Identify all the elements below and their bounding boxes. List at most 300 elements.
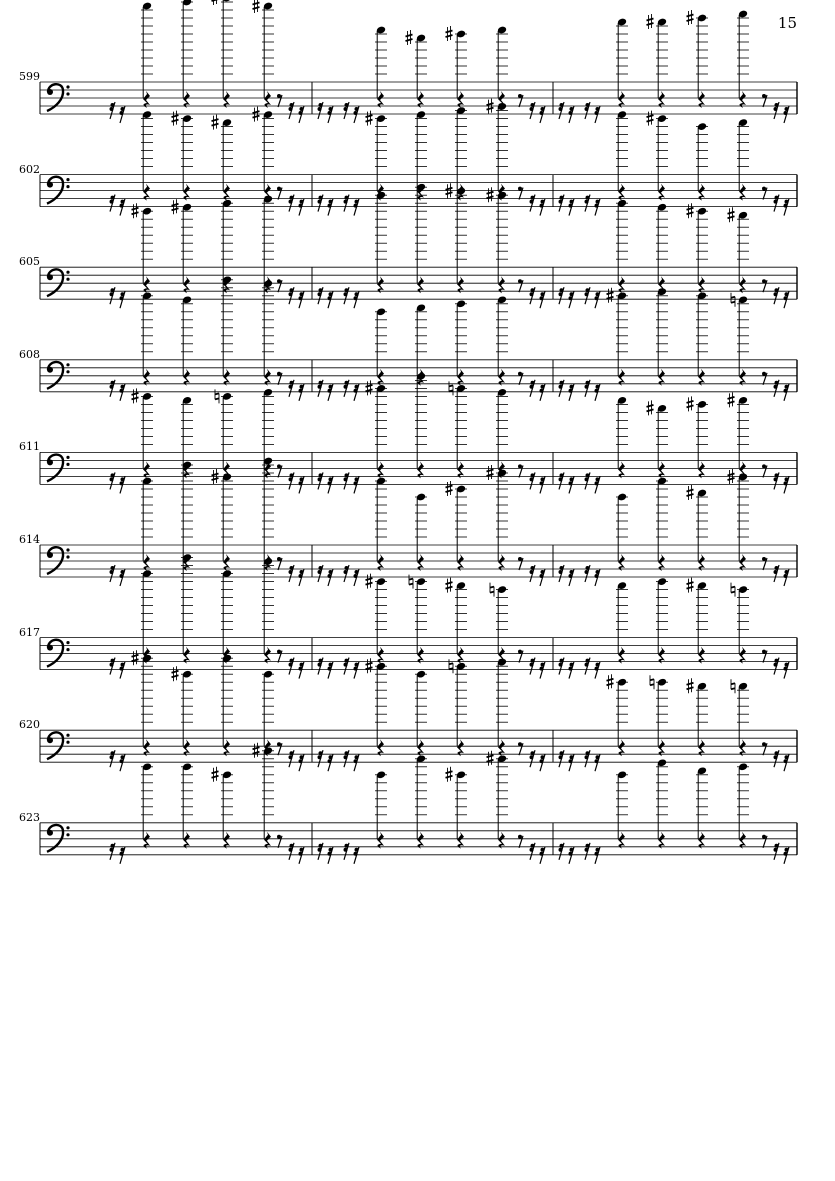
note bbox=[616, 396, 628, 478]
sharp-bar bbox=[406, 39, 413, 41]
bass-clef-icon bbox=[47, 547, 70, 574]
sharp-sign bbox=[487, 751, 494, 766]
rest-dot bbox=[345, 473, 349, 477]
natural-bar bbox=[449, 385, 453, 386]
rest-dot bbox=[540, 481, 544, 485]
note bbox=[496, 658, 508, 756]
measure bbox=[318, 99, 554, 216]
rest-dot bbox=[596, 663, 600, 667]
staff-system bbox=[40, 99, 797, 216]
note bbox=[687, 578, 709, 664]
measure bbox=[110, 107, 313, 216]
sixteenth-rest bbox=[318, 750, 324, 767]
sixteenth-rest bbox=[344, 380, 350, 397]
note bbox=[650, 675, 668, 756]
rest-dot bbox=[570, 755, 574, 759]
rest-dot bbox=[775, 288, 779, 292]
sixteenth-rest bbox=[328, 199, 334, 216]
measure bbox=[110, 457, 313, 586]
natural-sign bbox=[731, 293, 735, 307]
quarter-rest bbox=[377, 832, 384, 849]
sixteenth-rest bbox=[595, 199, 601, 216]
sixteenth-rest bbox=[120, 847, 126, 864]
sharp-bar bbox=[446, 490, 453, 492]
staff-system bbox=[40, 743, 797, 864]
rest-dot bbox=[585, 385, 589, 389]
clef-dot bbox=[66, 271, 69, 274]
sixteenth-rest bbox=[299, 291, 305, 308]
rest-dot bbox=[518, 94, 522, 98]
rest-dot bbox=[762, 557, 766, 561]
sixteenth-rest bbox=[784, 384, 790, 401]
clef-dot bbox=[66, 278, 69, 281]
sixteenth-rest bbox=[784, 106, 790, 123]
rest-dot bbox=[774, 663, 778, 667]
quarter-rest bbox=[223, 369, 230, 386]
sharp-bar bbox=[366, 385, 373, 387]
quarter-rest bbox=[739, 369, 746, 386]
rest-dot bbox=[354, 111, 358, 115]
clef-dot bbox=[66, 648, 69, 651]
quarter-rest bbox=[457, 739, 464, 756]
quarter-rest bbox=[457, 369, 464, 386]
measure bbox=[110, 388, 313, 493]
rest-dot bbox=[299, 574, 303, 578]
note bbox=[415, 670, 427, 756]
quarter-rest bbox=[377, 461, 384, 478]
quarter-rest bbox=[223, 554, 230, 571]
rest-dot bbox=[569, 296, 573, 300]
quarter-rest bbox=[658, 647, 665, 664]
note bbox=[446, 26, 468, 108]
sharp-sign bbox=[607, 674, 614, 689]
rest-dot bbox=[121, 755, 125, 759]
sixteenth-rest bbox=[540, 476, 546, 493]
clef-curve bbox=[47, 825, 63, 852]
natural-bar bbox=[490, 587, 494, 588]
note bbox=[172, 666, 194, 756]
measure bbox=[318, 574, 554, 679]
note bbox=[141, 2, 153, 108]
quarter-rest bbox=[498, 276, 505, 293]
eighth-rest bbox=[277, 464, 282, 477]
quarter-rest bbox=[417, 647, 424, 664]
clef-dot bbox=[66, 833, 69, 836]
rest-dot bbox=[541, 292, 545, 296]
rest-dot bbox=[569, 852, 573, 856]
sixteenth-rest bbox=[328, 106, 334, 123]
rest-dot bbox=[290, 103, 294, 107]
sixteenth-rest bbox=[569, 662, 575, 679]
natural-bar bbox=[215, 393, 219, 394]
rest-dot bbox=[328, 111, 332, 115]
rest-dot bbox=[585, 755, 589, 759]
rest-dot bbox=[121, 848, 125, 852]
rest-dot bbox=[300, 663, 304, 667]
quarter-rest bbox=[377, 369, 384, 386]
sharp-sign bbox=[172, 111, 179, 126]
quarter-rest bbox=[377, 554, 384, 571]
rest-dot bbox=[530, 477, 534, 481]
sixteenth-rest bbox=[318, 658, 324, 675]
note bbox=[616, 199, 628, 293]
eighth-rest bbox=[518, 464, 523, 477]
rest-dot bbox=[530, 200, 534, 204]
sixteenth-rest bbox=[110, 287, 116, 304]
rest-dot bbox=[290, 751, 294, 755]
rest-dot bbox=[328, 852, 332, 856]
quarter-rest bbox=[739, 276, 746, 293]
sixteenth-rest bbox=[354, 291, 360, 308]
eighth-rest bbox=[762, 464, 767, 477]
quarter-rest bbox=[618, 461, 625, 478]
rest-dot bbox=[277, 464, 281, 468]
rest-dot bbox=[596, 107, 600, 111]
sharp-sign bbox=[647, 400, 654, 415]
rest-dot bbox=[277, 187, 281, 191]
sixteenth-rest bbox=[540, 847, 546, 864]
bass-clef-icon bbox=[47, 732, 70, 759]
sharp-bar bbox=[687, 405, 694, 407]
rest-dot bbox=[570, 848, 574, 852]
rest-dot bbox=[586, 473, 590, 477]
rest-dot bbox=[559, 755, 563, 759]
rest-dot bbox=[530, 663, 534, 667]
rest-dot bbox=[560, 844, 564, 848]
note bbox=[446, 578, 468, 664]
rest-dot bbox=[596, 570, 600, 574]
sixteenth-rest bbox=[354, 847, 360, 864]
rest-dot bbox=[541, 755, 545, 759]
sharp-sign bbox=[366, 111, 373, 126]
rest-dot bbox=[784, 852, 788, 856]
rest-dot bbox=[596, 477, 600, 481]
note bbox=[366, 380, 388, 478]
sharp-sign bbox=[253, 0, 260, 13]
rest-dot bbox=[586, 659, 590, 663]
sixteenth-rest bbox=[595, 754, 601, 771]
measure bbox=[318, 183, 554, 308]
quarter-rest bbox=[739, 91, 746, 108]
clef-dot bbox=[66, 92, 69, 95]
clef-curve bbox=[47, 455, 63, 482]
natural-bar bbox=[449, 668, 453, 669]
rest-dot bbox=[560, 751, 564, 755]
rest-dot bbox=[785, 292, 789, 296]
note bbox=[181, 762, 193, 848]
natural-bar bbox=[490, 592, 494, 593]
rest-dot bbox=[784, 111, 788, 115]
quarter-rest bbox=[698, 184, 705, 201]
rest-dot bbox=[319, 196, 323, 200]
rest-dot bbox=[541, 570, 545, 574]
rest-dot bbox=[344, 570, 348, 574]
note bbox=[141, 291, 153, 385]
sixteenth-rest bbox=[354, 569, 360, 586]
note bbox=[687, 485, 709, 571]
rest-dot bbox=[345, 103, 349, 107]
sharp-bar bbox=[366, 120, 373, 122]
note bbox=[375, 191, 387, 293]
sixteenth-rest bbox=[530, 195, 536, 212]
clef-head bbox=[47, 367, 53, 373]
rest-dot bbox=[570, 385, 574, 389]
note bbox=[262, 557, 274, 663]
rest-dot bbox=[329, 755, 333, 759]
rest-dot bbox=[329, 385, 333, 389]
note bbox=[696, 766, 708, 848]
sharp-bar bbox=[728, 478, 735, 480]
rest-dot bbox=[290, 473, 294, 477]
rest-dot bbox=[344, 107, 348, 111]
rest-dot bbox=[299, 759, 303, 763]
quarter-rest bbox=[698, 461, 705, 478]
sixteenth-rest bbox=[774, 195, 780, 212]
rest-dot bbox=[774, 200, 778, 204]
rest-dot bbox=[530, 848, 534, 852]
sharp-bar bbox=[728, 474, 735, 476]
sixteenth-rest bbox=[595, 847, 601, 864]
sharp-bar bbox=[687, 683, 694, 685]
rest-dot bbox=[540, 389, 544, 393]
rest-dot bbox=[290, 566, 294, 570]
sixteenth-rest bbox=[354, 199, 360, 216]
sharp-bar bbox=[132, 393, 139, 395]
sixteenth-rest bbox=[559, 380, 565, 397]
rest-dot bbox=[300, 848, 304, 852]
rest-dot bbox=[344, 755, 348, 759]
rest-dot bbox=[585, 107, 589, 111]
quarter-rest bbox=[618, 276, 625, 293]
sixteenth-rest bbox=[120, 384, 126, 401]
sixteenth-rest bbox=[559, 843, 565, 860]
measure bbox=[318, 372, 554, 493]
sixteenth-rest bbox=[289, 843, 295, 860]
clef-curve bbox=[47, 362, 63, 389]
rest-dot bbox=[328, 759, 332, 763]
quarter-rest bbox=[417, 554, 424, 571]
quarter-rest bbox=[457, 461, 464, 478]
rest-dot bbox=[784, 667, 788, 671]
natural-bar bbox=[650, 684, 654, 685]
rest-dot bbox=[299, 852, 303, 856]
rest-dot bbox=[560, 473, 564, 477]
rest-dot bbox=[289, 292, 293, 296]
rest-dot bbox=[111, 659, 115, 663]
rest-dot bbox=[111, 566, 115, 570]
rest-dot bbox=[595, 389, 599, 393]
rest-dot bbox=[345, 659, 349, 663]
rest-dot bbox=[355, 200, 359, 204]
sixteenth-rest bbox=[774, 565, 780, 582]
staff-system bbox=[40, 183, 797, 308]
sixteenth-rest bbox=[530, 287, 536, 304]
sharp-bar bbox=[132, 212, 139, 214]
measure-number: 599 bbox=[19, 70, 40, 83]
rest-dot bbox=[111, 103, 115, 107]
rest-dot bbox=[785, 663, 789, 667]
sharp-bar bbox=[132, 208, 139, 210]
sharp-bar bbox=[647, 405, 654, 407]
rest-dot bbox=[355, 663, 359, 667]
quarter-rest bbox=[739, 739, 746, 756]
rest-dot bbox=[277, 650, 281, 654]
note bbox=[366, 574, 388, 664]
note bbox=[262, 195, 274, 293]
measure bbox=[559, 469, 798, 586]
note bbox=[687, 396, 709, 478]
clef-dot bbox=[66, 456, 69, 459]
natural-sign bbox=[731, 679, 735, 693]
note bbox=[181, 553, 193, 663]
rest-dot bbox=[762, 279, 766, 283]
quarter-rest bbox=[264, 369, 271, 386]
rest-dot bbox=[560, 659, 564, 663]
sixteenth-rest bbox=[569, 106, 575, 123]
sixteenth-rest bbox=[318, 843, 324, 860]
quarter-rest bbox=[498, 369, 505, 386]
quarter-rest bbox=[143, 832, 150, 849]
rest-dot bbox=[518, 650, 522, 654]
note bbox=[406, 30, 428, 108]
sharp-bar bbox=[487, 103, 494, 105]
eighth-rest bbox=[518, 742, 523, 755]
note bbox=[375, 770, 387, 848]
sixteenth-rest bbox=[289, 750, 295, 767]
rest-dot bbox=[518, 187, 522, 191]
note bbox=[656, 287, 668, 385]
sixteenth-rest bbox=[774, 843, 780, 860]
measure-number: 617 bbox=[19, 625, 40, 639]
rest-dot bbox=[121, 477, 125, 481]
sixteenth-rest bbox=[540, 569, 546, 586]
rest-dot bbox=[541, 385, 545, 389]
quarter-rest bbox=[698, 554, 705, 571]
rest-dot bbox=[560, 103, 564, 107]
rest-dot bbox=[110, 385, 114, 389]
clef-curve bbox=[47, 640, 63, 667]
sixteenth-rest bbox=[540, 291, 546, 308]
sharp-sign bbox=[366, 658, 373, 673]
rest-dot bbox=[559, 107, 563, 111]
rest-dot bbox=[585, 570, 589, 574]
rest-dot bbox=[328, 296, 332, 300]
measure bbox=[110, 650, 313, 771]
sharp-bar bbox=[366, 389, 373, 391]
rest-dot bbox=[329, 570, 333, 574]
rest-dot bbox=[355, 755, 359, 759]
clef-head bbox=[47, 274, 53, 280]
sixteenth-rest bbox=[318, 380, 324, 397]
sixteenth-rest bbox=[559, 102, 565, 119]
sixteenth-rest bbox=[120, 662, 126, 679]
note bbox=[647, 14, 669, 108]
sixteenth-rest bbox=[540, 199, 546, 216]
clef-dot bbox=[66, 826, 69, 829]
bass-clef-icon bbox=[47, 825, 70, 852]
sixteenth-rest bbox=[585, 843, 591, 860]
sixteenth-rest bbox=[569, 291, 575, 308]
rest-dot bbox=[586, 196, 590, 200]
sixteenth-rest bbox=[289, 380, 295, 397]
quarter-rest bbox=[183, 739, 190, 756]
clef-curve bbox=[47, 84, 63, 111]
rest-dot bbox=[120, 204, 124, 208]
note bbox=[415, 754, 427, 848]
eighth-rest bbox=[277, 557, 282, 570]
rest-dot bbox=[290, 196, 294, 200]
sixteenth-rest bbox=[344, 287, 350, 304]
rest-dot bbox=[345, 844, 349, 848]
measure-number: 614 bbox=[19, 533, 40, 546]
rest-dot bbox=[344, 200, 348, 204]
sixteenth-rest bbox=[585, 658, 591, 675]
clef-dot bbox=[66, 85, 69, 88]
rest-dot bbox=[354, 296, 358, 300]
rest-dot bbox=[120, 111, 124, 115]
note bbox=[696, 122, 708, 200]
rest-dot bbox=[560, 196, 564, 200]
natural-sign bbox=[731, 583, 735, 597]
rest-dot bbox=[531, 381, 535, 385]
sixteenth-rest bbox=[784, 569, 790, 586]
quarter-rest bbox=[264, 647, 271, 664]
sharp-bar bbox=[647, 409, 654, 411]
sixteenth-rest bbox=[585, 750, 591, 767]
note bbox=[141, 569, 153, 663]
sharp-sign bbox=[446, 767, 453, 782]
sixteenth-rest bbox=[299, 106, 305, 123]
rest-dot bbox=[111, 196, 115, 200]
sharp-bar bbox=[406, 35, 413, 37]
sharp-bar bbox=[212, 124, 219, 126]
sixteenth-rest bbox=[774, 750, 780, 767]
sixteenth-rest bbox=[559, 195, 565, 212]
sharp-bar bbox=[366, 583, 373, 585]
rest-dot bbox=[289, 848, 293, 852]
sharp-bar bbox=[687, 401, 694, 403]
rest-dot bbox=[762, 742, 766, 746]
note bbox=[132, 650, 154, 756]
sharp-sign bbox=[687, 485, 694, 500]
quarter-rest bbox=[658, 832, 665, 849]
sixteenth-rest bbox=[120, 476, 126, 493]
note bbox=[215, 389, 233, 478]
sixteenth-rest bbox=[585, 472, 591, 489]
sixteenth-rest bbox=[784, 754, 790, 771]
sharp-bar bbox=[687, 208, 694, 210]
rest-dot bbox=[277, 94, 281, 98]
sixteenth-rest bbox=[774, 102, 780, 119]
sharp-bar bbox=[487, 196, 494, 198]
rest-dot bbox=[774, 755, 778, 759]
rest-dot bbox=[762, 187, 766, 191]
sharp-bar bbox=[607, 679, 614, 681]
rest-dot bbox=[345, 381, 349, 385]
rest-dot bbox=[318, 755, 322, 759]
note bbox=[141, 110, 153, 200]
sixteenth-rest bbox=[120, 199, 126, 216]
rest-dot bbox=[355, 848, 359, 852]
quarter-rest bbox=[183, 647, 190, 664]
rest-dot bbox=[541, 663, 545, 667]
rest-dot bbox=[299, 204, 303, 208]
note bbox=[212, 115, 234, 201]
rest-dot bbox=[586, 103, 590, 107]
sixteenth-rest bbox=[110, 102, 116, 119]
quarter-rest bbox=[457, 554, 464, 571]
sharp-sign bbox=[132, 388, 139, 403]
